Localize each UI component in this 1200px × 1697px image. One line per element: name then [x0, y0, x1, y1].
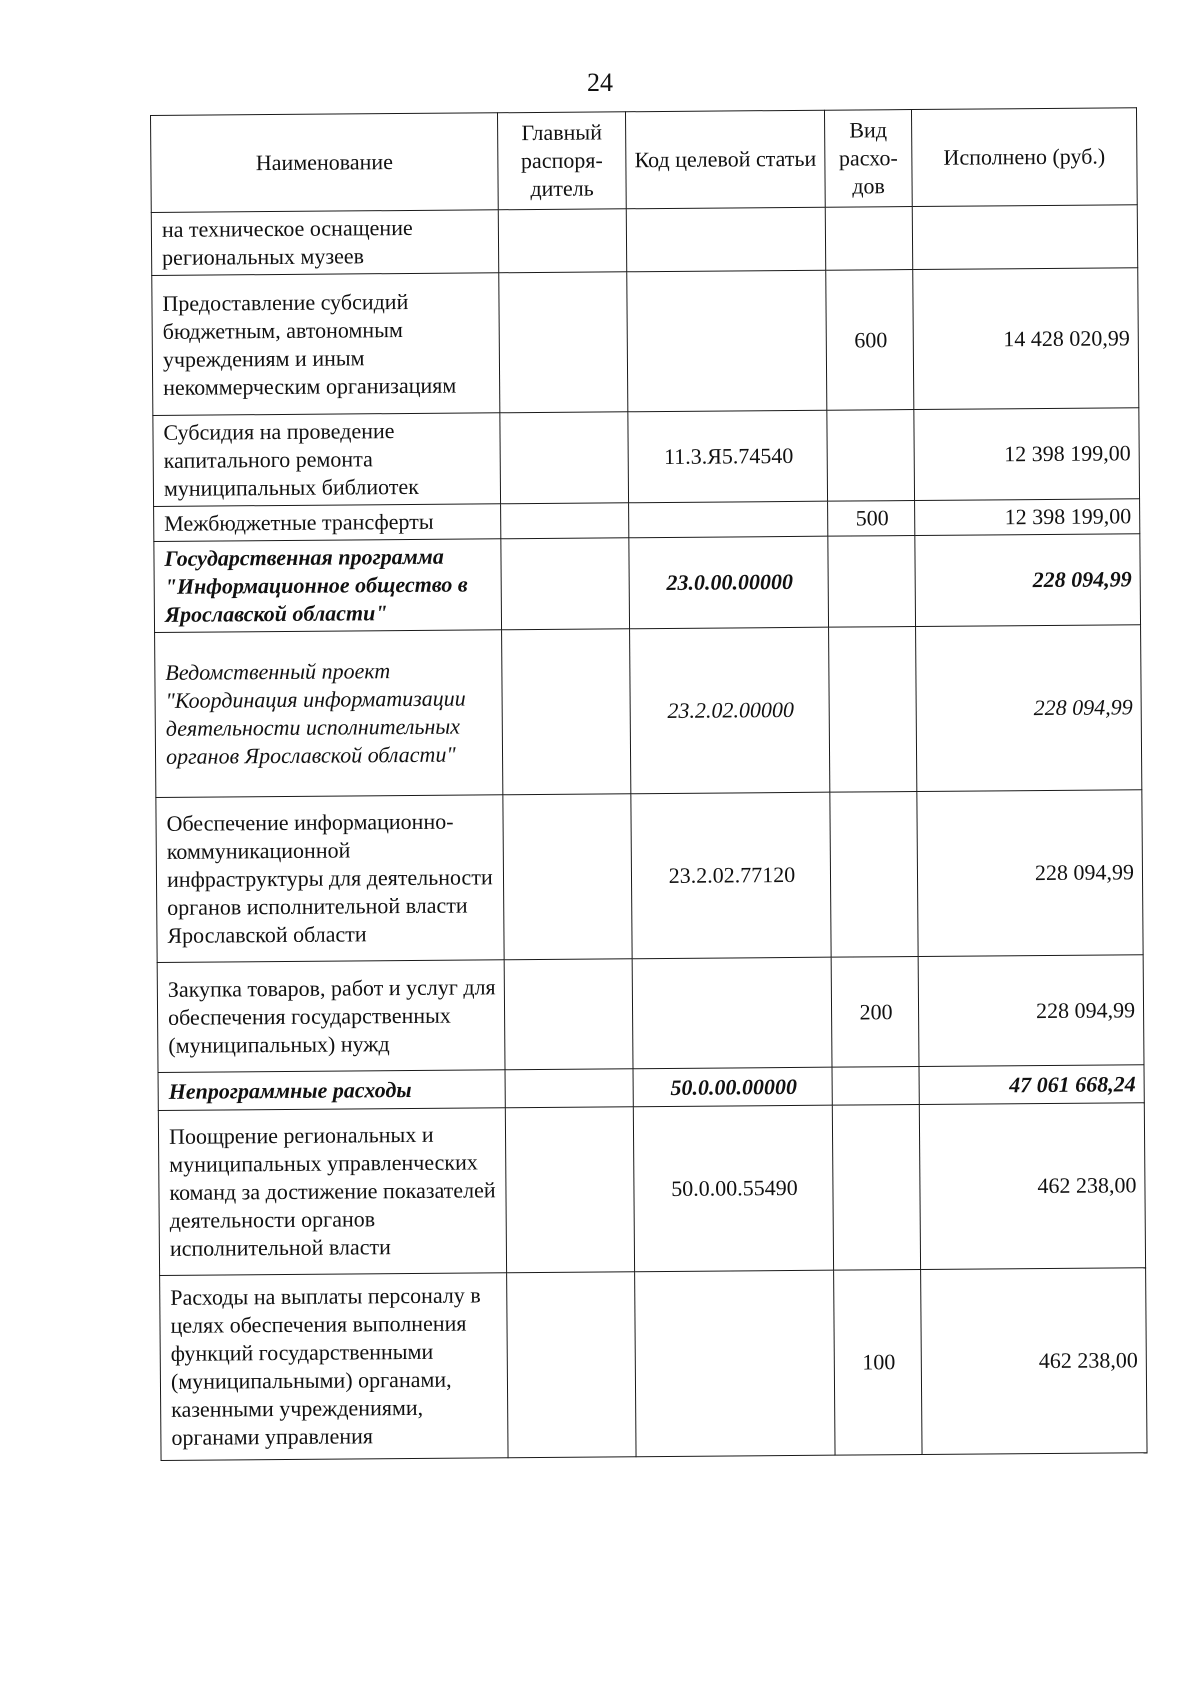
table-row: [151, 205, 1137, 276]
row-name-cell: Субсидия на проведение капитального ремонта муниципальных библиотек: [153, 413, 501, 507]
row-type-cell: [830, 791, 918, 957]
header-name: Наименование: [151, 113, 499, 213]
row-type-cell: 200: [831, 956, 919, 1067]
row-name-cell: Государственная программа "Информационное общество в Ярославской области": [154, 539, 502, 633]
row-admin-cell: [499, 272, 628, 413]
row-admin-cell: [505, 1069, 633, 1108]
row-sum-cell: 12 398 199,00: [915, 499, 1140, 536]
page-number: 24: [587, 68, 613, 97]
table-row: [153, 408, 1140, 507]
row-sum-cell: 228 094,99: [917, 790, 1143, 957]
row-name-cell: Непрограммные расходы: [158, 1070, 505, 1111]
row-type-cell: [828, 536, 916, 628]
row-code-cell: 11.3.Я5.74540: [628, 410, 828, 503]
row-code-cell: [627, 270, 827, 412]
table-header-row: [151, 108, 1138, 213]
table-row: [152, 268, 1139, 416]
row-admin-cell: [500, 412, 629, 504]
table-row: [158, 1103, 1145, 1276]
row-admin-cell: [504, 959, 633, 1070]
row-name-cell: Обеспечение информационно-коммуникационной инфраструктуры для деятельности органов исполнительной власти Ярославской области: [156, 795, 504, 963]
row-sum-cell: 462 238,00: [919, 1103, 1145, 1270]
row-name-cell: Расходы на выплаты персоналу в целях обеспечения выполнения функций государственными (муниципальными) органами, казенными учреждениями, органами управления: [160, 1273, 508, 1461]
row-sum-cell: 14 428 020,99: [913, 268, 1139, 410]
row-code-cell: [626, 207, 825, 272]
row-sum-cell: 47 061 668,24: [919, 1065, 1144, 1105]
row-name-cell: Предоставление субсидий бюджетным, автономным учреждениям и иным некоммерческим организациям: [152, 273, 500, 416]
row-admin-cell: [501, 503, 629, 539]
row-type-cell: 600: [826, 270, 914, 411]
row-name-cell: Ведомственный проект "Координация информатизации деятельности исполнительных органов Ярославской области": [155, 630, 503, 798]
row-type-cell: [832, 1066, 919, 1105]
row-code-cell: 23.2.02.00000: [630, 627, 830, 794]
row-type-cell: 500: [828, 501, 915, 537]
row-name-cell: Закупка товаров, работ и услуг для обеспечения государственных (муниципальных) нужд: [157, 960, 505, 1073]
table-row: [154, 534, 1141, 633]
row-name-cell: Поощрение региональных и муниципальных управленческих команд за достижение показателей деятельности органов исполнительной власти: [158, 1108, 506, 1276]
row-admin-cell: [505, 1107, 634, 1273]
row-code-cell: 23.2.02.77120: [631, 792, 831, 959]
row-code-cell: [635, 1270, 835, 1457]
row-sum-cell: 462 238,00: [921, 1268, 1147, 1455]
row-code-cell: [632, 957, 832, 1069]
row-type-cell: [827, 410, 915, 502]
row-code-cell: 23.0.00.00000: [629, 536, 829, 629]
header-admin: Главный распоря-дитель: [497, 112, 626, 210]
row-admin-cell: [501, 538, 630, 630]
table-row: [160, 1268, 1147, 1461]
table-row: [155, 625, 1142, 798]
table-row: [156, 790, 1143, 963]
row-sum-cell: 228 094,99: [916, 625, 1142, 792]
row-name-cell: на техническое оснащение региональных музеев: [151, 210, 498, 276]
row-admin-cell: [502, 629, 631, 795]
row-sum-cell: 12 398 199,00: [914, 408, 1140, 501]
row-admin-cell: [498, 209, 626, 273]
table-row: [157, 955, 1144, 1073]
header-code: Код целевой статьи: [625, 110, 825, 209]
header-type: Вид расхо-дов: [824, 110, 912, 208]
budget-execution-table: [150, 107, 1148, 1461]
row-sum-cell: 228 094,99: [915, 534, 1141, 627]
row-name-cell: Межбюджетные трансферты: [154, 504, 501, 542]
row-sum-cell: 228 094,99: [918, 955, 1144, 1067]
table-body: [151, 205, 1147, 1461]
row-sum-cell: [912, 205, 1137, 270]
row-type-cell: [832, 1104, 920, 1270]
row-admin-cell: [503, 794, 632, 960]
row-type-cell: [825, 207, 912, 271]
row-admin-cell: [507, 1272, 636, 1458]
header-sum: Исполнено (руб.): [911, 108, 1137, 207]
row-type-cell: [829, 627, 917, 793]
row-code-cell: [629, 501, 828, 538]
row-code-cell: 50.0.00.55490: [633, 1105, 833, 1272]
row-type-cell: 100: [834, 1269, 922, 1455]
row-code-cell: 50.0.00.00000: [633, 1067, 832, 1107]
